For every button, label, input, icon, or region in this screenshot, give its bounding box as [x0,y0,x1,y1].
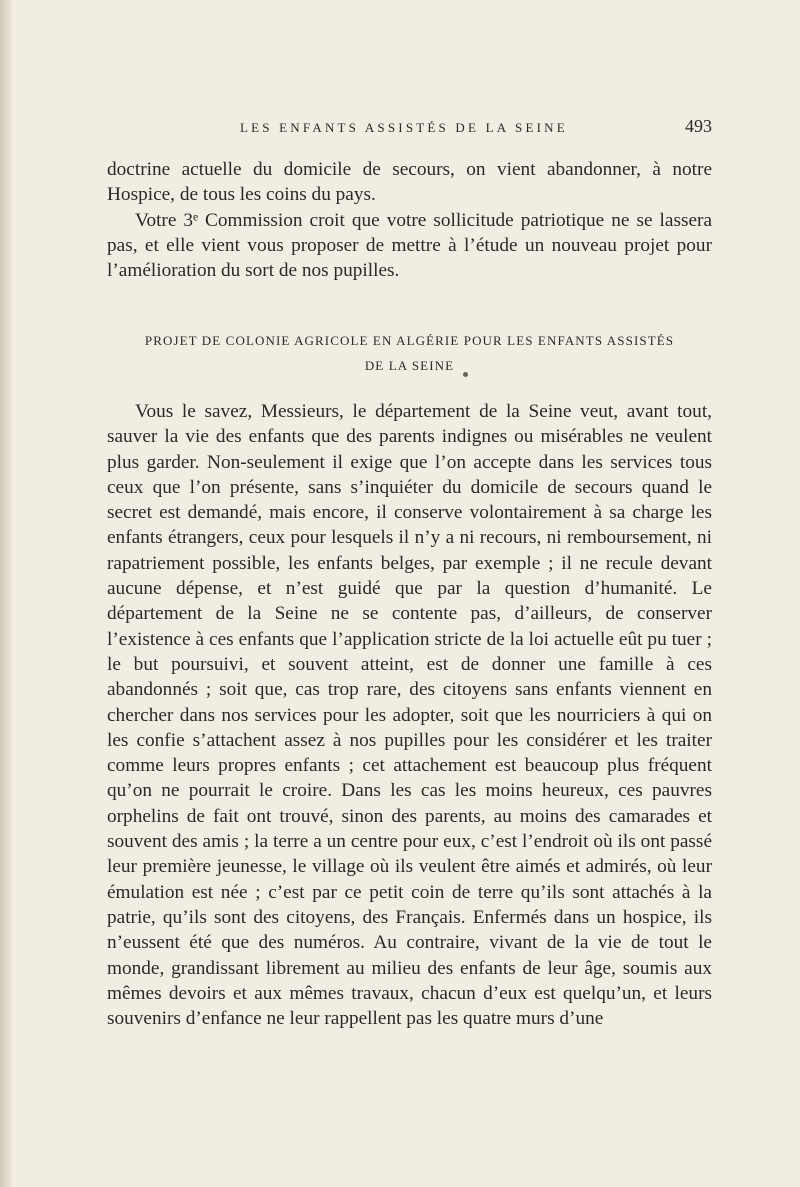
paragraph-1: doctrine actuelle du domicile de secours, on vient abandonner, à notre Hospice, de tous les coins du pays. [107,159,712,206]
main-text [107,399,712,1031]
intro-text [107,157,712,283]
page-number: 493 [685,116,712,136]
page-header [105,118,712,142]
section-heading-line-2: DE LA SEINE [364,358,455,373]
section-heading-line-1: PROJET DE COLONIE AGRICOLE EN ALGÉRIE POUR LES ENFANTS ASSISTÉS [144,333,675,348]
page-gutter-shadow [0,0,12,1187]
paragraph-2: Votre 3ᵉ Commission croit que votre sollicitude patriotique ne se lassera pas, et elle vient vous proposer de mettre à l’étude un nouveau projet pour l’amélioration du sort de nos pupilles. [107,209,712,282]
section-heading [107,328,712,378]
running-title: LES ENFANTS ASSISTÉS DE LA SEINE [240,120,568,135]
ornament-dot [463,372,468,377]
paragraph-3: Vous le savez, Messieurs, le département de la Seine veut, avant tout, sauver la vie des enfants que des parents indignes ou misérables ne veulent plus garder. Non-seulement il exige que l’on accepte dans les services tous ceux que l’on présente, sans s’inquiéter du domicile de secours quand le secret est demandé, mais encore, il conserve volontairement à sa charge les enfants étrangers, ceux pour lesquels il n’y a ni recours, ni remboursement, ni rapatriement possible, les enfants belges, par exemple ; il ne recule devant aucune dépense, et n’est guidé que par la question d’humanité. Le département de la Seine ne se contente pas, d’ailleurs, de conserver l’existence à ces enfants que l’application stricte de la loi actuelle eût pu tuer ; le but poursuivi, et souvent atteint, est de donner une famille à ces abandonnés ; soit que, cas trop rare, des citoyens sans enfants viennent en chercher dans nos services pour les adopter, soit que les nourriciers à qui on les confie s’attachent assez à nos pupilles pour les considérer et les traiter comme leurs propres enfants ; cet attachement est beaucoup plus fréquent qu’on ne pourrait le croire. Dans les cas les moins heureux, ces pauvres orphelins de fait ont trouvé, sinon des parents, au moins des camarades et souvent des amis ; la terre a un centre pour eux, c’est l’endroit où ils ont passé leur première jeunesse, le village où ils veulent être aimés et admirés, où leur émulation est née ; c’est par ce petit coin de terre qu’ils sont attachés à la patrie, qu’ils sont des citoyens, des Français. Enfermés dans un hospice, ils n’eussent été que des numéros. Au contraire, vivant de la vie de tout le monde, grandissant librement au milieu des enfants de leur âge, soumis aux mêmes devoirs et aux mêmes travaux, chacun d’eux est quelqu’un, et leurs souvenirs d’enfance ne leur rappellent pas les quatre murs d’une [107,401,712,1030]
